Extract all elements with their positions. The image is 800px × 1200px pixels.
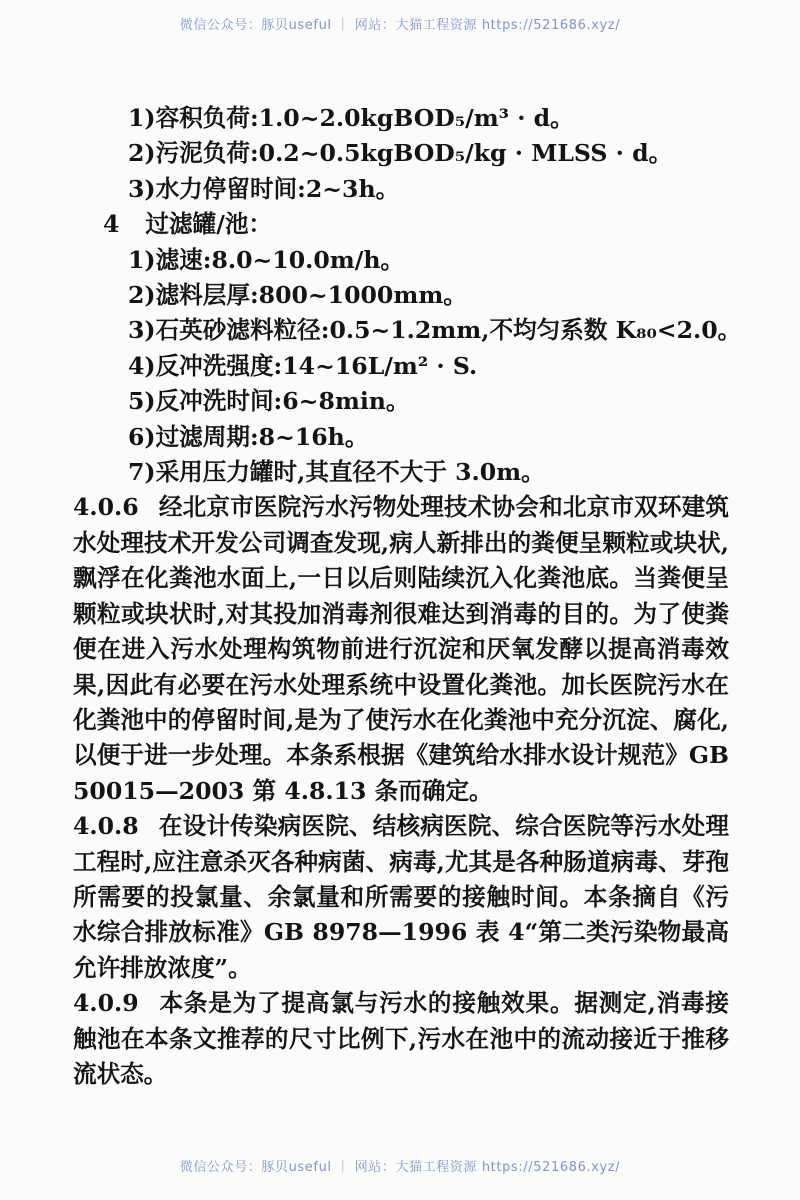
list-item: 4)反冲洗强度:14~16L/m² · S. (128, 351, 478, 380)
list-item: 7)采用压力罐时,其直径不大于 3.0m。 (128, 458, 545, 487)
paragraph-4-0-6 (73, 490, 729, 809)
section-heading-number: 4 (103, 210, 120, 239)
list-item: 6)过滤周期:8~16h。 (128, 422, 369, 451)
list-item: 2)污泥负荷:0.2~0.5kgBOD₅/kg · MLSS · d。 (128, 139, 673, 168)
clause-text: 经北京市医院污水污物处理技术协会和北京市双环建筑水处理技术开发公司调查发现,病人新排出的粪便呈颗粒或块状,飘浮在化粪池水面上,一日以后则陆续沉入化粪池底。当粪便呈颗粒或块状时,对其投加消毒剂很难达到消毒的目的。为了使粪便在进入污水处理构筑物前进行沉淀和厌氧发酵以提高消毒效果,因此有必要在污水处理系统中设置化粪池。加长医院污水在化粪池中的停留时间,是为了使污水在化粪池中充分沉淀、腐化,以便于进一步处理。本条系根据《建筑给水排水设计规范》GB 50015—2003 第 4.8.13 条而确定。 (73, 493, 729, 805)
section-heading-filter (73, 207, 729, 242)
document-body (73, 101, 742, 1092)
clause-text: 在设计传染病医院、结核病医院、综合医院等污水处理工程时,应注意杀灭各种病菌、病毒,尤其是各种肠道病毒、芽孢所需要的投氯量、余氯量和所需要的接触时间。本条摘自《污水综合排放标准》GB 8978—1996 表 4“第二类污染物最高允许排放浓度”。 (73, 812, 729, 982)
list-item: 1)滤速:8.0~10.0m/h。 (128, 245, 405, 274)
list-item: 3)石英砂滤料粒径:0.5~1.2mm,不均匀系数 K₈₀<2.0。 (128, 316, 742, 345)
clause-text: 本条是为了提高氯与污水的接触效果。据测定,消毒接触池在本条文推荐的尺寸比例下,污水在池中的流动接近于推移流状态。 (73, 989, 729, 1088)
list-item: 2)滤料层厚:800~1000mm。 (128, 281, 467, 310)
paragraph-4-0-8 (73, 809, 729, 986)
clause-number: 4.0.6 (73, 493, 139, 522)
watermark-bottom: 微信公众号：豚贝useful ｜ 网站：大猫工程资源 https://521686.xyz/ (179, 1160, 621, 1175)
list-item: 3)水力停留时间:2~3h。 (128, 174, 400, 203)
list-item: 5)反冲洗时间:6~8min。 (128, 387, 410, 416)
list-item: 1)容积负荷:1.0~2.0kgBOD₅/m³ · d。 (128, 104, 574, 132)
section-heading-title: 过滤罐/池： (145, 210, 273, 239)
watermark-top: 微信公众号：豚贝useful ｜ 网站：大猫工程资源 https://521686.xyz/ (179, 18, 621, 33)
clause-number: 4.0.9 (73, 989, 139, 1018)
clause-number: 4.0.8 (73, 812, 139, 841)
paragraph-4-0-9 (73, 986, 729, 1092)
